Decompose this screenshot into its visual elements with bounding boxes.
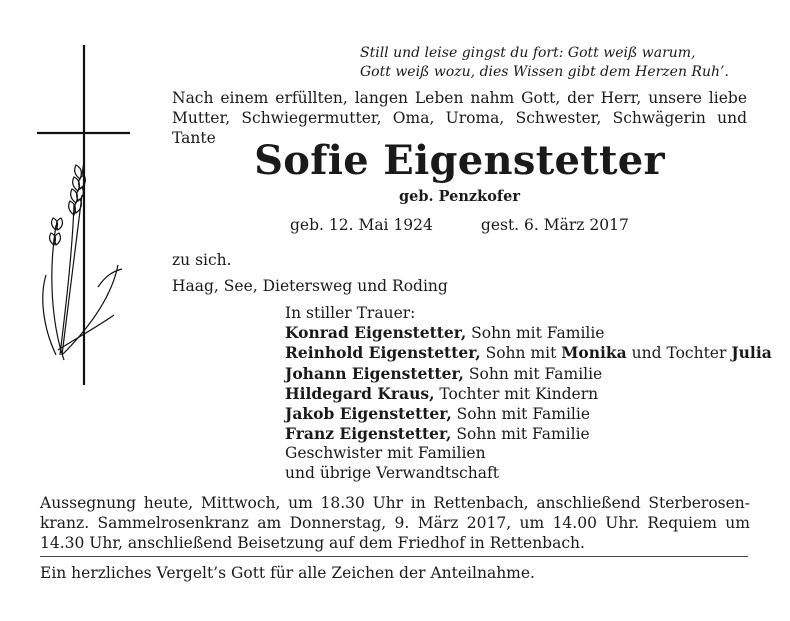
mourner-name: Julia bbox=[731, 343, 772, 363]
cross-icon bbox=[22, 25, 132, 395]
intro-line-2: Mutter, Schwiegermutter, Oma, Uroma, Schwester, Schwägerin und Tante bbox=[172, 109, 747, 147]
death-date: gest. 6. März 2017 bbox=[480, 216, 629, 234]
mourner-name: Monika bbox=[561, 343, 627, 363]
wheat-icon bbox=[43, 161, 122, 360]
maiden-name: geb. Penzkofer bbox=[399, 188, 520, 205]
birth-date: geb. 12. Mai 1924 bbox=[290, 216, 433, 234]
mourner-name: Jakob Eigenstetter, bbox=[285, 404, 452, 424]
closing-phrase: zu sich. bbox=[172, 251, 232, 269]
quote-line-2: Gott weiß wozu, dies Wissen gibt dem Herzen Ruh’. bbox=[360, 64, 729, 80]
mourner-relation: Sohn mit Familie bbox=[451, 425, 590, 444]
mourner-name: Franz Eigenstetter, bbox=[285, 424, 452, 444]
mourner-relation: Tochter mit Kindern bbox=[434, 384, 599, 403]
mourner-name: Johann Eigenstetter, bbox=[285, 363, 464, 383]
mourner-extra: Geschwister mit Familien bbox=[285, 444, 486, 463]
epigraph-quote bbox=[360, 44, 760, 82]
mourner-extra: und übrige Verwandtschaft bbox=[285, 463, 499, 482]
life-dates bbox=[290, 215, 629, 235]
quote-line-1: Still und leise gingst du fort: Gott weiß warum, bbox=[360, 45, 696, 61]
mourners-heading: In stiller Trauer: bbox=[285, 304, 416, 322]
mourner-name: Hildegard Kraus, bbox=[285, 383, 435, 403]
mourner-entry bbox=[285, 384, 772, 404]
service-details bbox=[40, 493, 750, 553]
service-line-3: 14.30 Uhr, anschließend Beisetzung auf dem Friedhof in Rettenbach. bbox=[40, 534, 585, 552]
mourner-entry bbox=[285, 343, 772, 363]
mourner-relation: Sohn mit bbox=[480, 344, 562, 363]
mourner-entry bbox=[285, 364, 772, 384]
service-line-1: Aussegnung heute, Mittwoch, um 18.30 Uhr in Rettenbach, anschließend Sterberosen- bbox=[40, 494, 750, 512]
places-line: Haag, See, Dietersweg und Roding bbox=[172, 277, 448, 295]
mourners-list bbox=[285, 304, 772, 483]
mourner-entry bbox=[285, 424, 772, 444]
mourner-relation: Sohn mit Familie bbox=[463, 364, 603, 383]
mourner-relation: und Tochter bbox=[626, 344, 732, 363]
mourner-name: Konrad Eigenstetter, bbox=[285, 323, 467, 343]
divider bbox=[40, 556, 748, 557]
deceased-name: Sofie Eigenstetter bbox=[254, 137, 665, 184]
mourner-name: Reinhold Eigenstetter, bbox=[285, 343, 481, 363]
intro-line-1: Nach einem erfüllten, langen Leben nahm Gott, der Herr, unsere liebe bbox=[172, 89, 747, 107]
service-line-2: kranz. Sammelrosenkranz am Donnerstag, 9. März 2017, um 14.00 Uhr. Requiem um bbox=[40, 514, 750, 532]
mourner-relation: Sohn mit Familie bbox=[451, 405, 591, 424]
mourner-relation: Sohn mit Familie bbox=[466, 324, 605, 343]
thanks-line: Ein herzliches Vergelt’s Gott für alle Zeichen der Anteilnahme. bbox=[40, 564, 535, 582]
mourner-entry bbox=[285, 323, 772, 343]
mourner-entry bbox=[285, 404, 772, 424]
